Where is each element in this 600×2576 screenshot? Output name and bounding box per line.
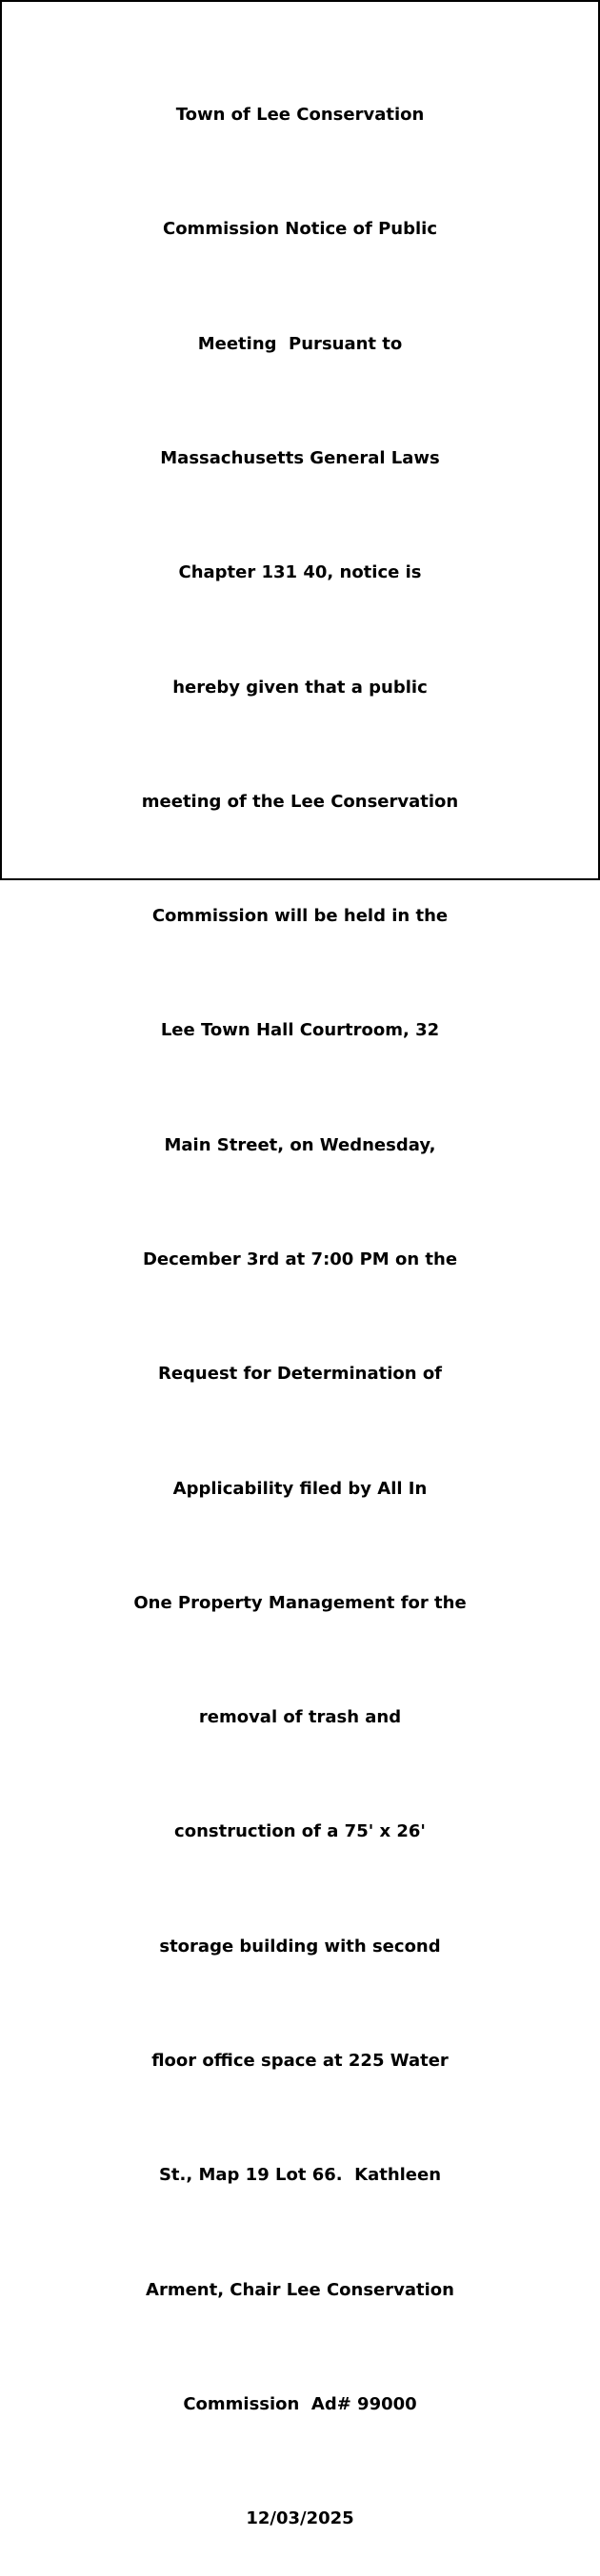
notice-line: Main Street, on Wednesday,: [164, 1134, 436, 1155]
notice-line: construction of a 75' x 26': [174, 1821, 426, 1842]
notice-line: floor office space at 225 Water: [151, 2050, 449, 2071]
notice-line: storage building with second: [159, 1936, 441, 1957]
legal-notice-text: [0, 20, 600, 2576]
notice-line: Applicability filed by All In: [172, 1478, 428, 1499]
notice-line: One Property Management for the: [133, 1592, 467, 1613]
notice-line: December 3rd at 7:00 PM on the: [142, 1249, 458, 1269]
notice-line: Arment, Chair Lee Conservation: [146, 2279, 454, 2300]
notice-line: removal of trash and: [198, 1707, 402, 1728]
notice-line: Commission Notice of Public: [162, 219, 438, 240]
notice-line: Massachusetts General Laws: [160, 448, 440, 469]
notice-line: Commission Ad# 99000: [183, 2393, 417, 2414]
notice-line: St., Map 19 Lot 66. Kathleen: [158, 2165, 442, 2186]
notice-line: Chapter 131 40, notice is: [178, 562, 422, 583]
notice-line: Lee Town Hall Courtroom, 32: [160, 1020, 440, 1041]
notice-line: Town of Lee Conservation: [175, 105, 425, 126]
notice-date: 12/03/2025: [246, 2508, 354, 2529]
notice-line: hereby given that a public: [172, 677, 428, 698]
notice-line: Request for Determination of: [157, 1364, 443, 1385]
notice-line: Commission will be held in the: [151, 906, 449, 927]
notice-line: Meeting Pursuant to: [197, 333, 403, 354]
notice-line: meeting of the Lee Conservation: [141, 791, 459, 812]
